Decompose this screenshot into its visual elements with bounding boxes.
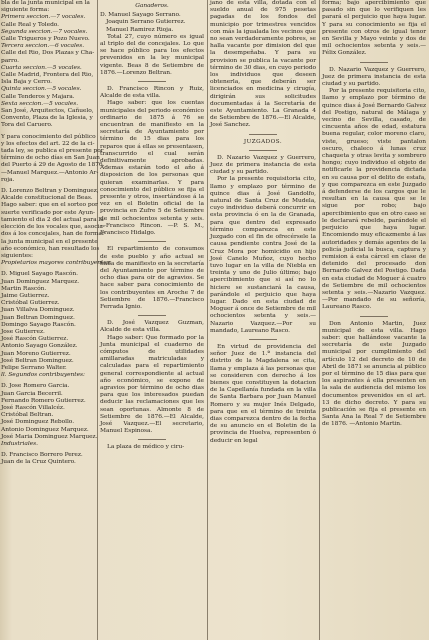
text-line: Felipe Serrano Walter. xyxy=(1,364,67,371)
text-line: D. Francisco Borrero Perez. xyxy=(1,452,83,459)
notice-paragraph: Hago saber: que los cuentas municipales del periodo económico ordinario de 1875 á 76 se encuentran de manifiesto en la secretaría de Ayuntamiento por término de 15 dias para los reparos que á ellas se presentasen, transcurrido el cual serán definitivamente aprobadas. Ademas estarán todo el año á disposicion de los personas que quieran examinarlas. Y para conocimiento del público se fija el presente y otros, insertándose á la vez en el Boletin oficial de la provincia en Zufre 5 de Setiembre de mil ochocientos setenta y seis.—Francisco Rincon. —P. S. M., Francisco Hidalgo. xyxy=(100,100,204,237)
text-line: Juan de la Cruz Quintero. xyxy=(1,459,76,466)
text-line: Primera seccion.—7 vocales. xyxy=(1,14,86,21)
text-line: elección de los vocales que, asocia- xyxy=(1,224,105,231)
notice-paragraph: Total 27, cuyo número es igual al triplo del de concejales. Lo que se hace público para los efectos prevenidos en la ley municipal vigente. Beas 8 de Setiembre de 1876.—Lorenzo Beltran. xyxy=(100,33,204,76)
notice-paragraph: La plaza de médico y ciru- xyxy=(107,444,185,451)
text-line: Tora del Caruero. xyxy=(1,122,53,129)
separator xyxy=(249,150,277,151)
text-line: Tercera seccion.—6 vocales. xyxy=(1,43,85,50)
separator xyxy=(138,315,166,316)
text-line: Cristóbal Beltran. xyxy=(1,412,54,419)
text-line: siguiente forma: xyxy=(1,7,50,14)
text-line: Antonio Dominguez Marquez. xyxy=(1,426,89,433)
notice-heading: D. Francisco Rincon y Ruiz, Alcalde de esta villa. xyxy=(100,86,204,100)
notice-paragraph: Hago saber: Que formado por la Junta municipal el cuaderno de cómputos de utilidades amillaradas matriculadas y calculadas para el repartimiento general correspondiente al actual año económico, se expone de agravios por término de ocho dias para que los interesados puedan deducir las reclamaciones que les sean oportunas. Almonte 8 de Setiembre de 1876.—El Alcalde, José Vazquez.—El secretario, Manuel Espinosa. xyxy=(100,334,204,435)
text-line: del Puerto á 29 de Agosto de 1876. xyxy=(1,162,105,169)
notice-paragraph: Por la presente requisitoria cito, llamo y emplazo por término de quince dias á José Bernardo Galvez del Postigo, natural de Málaga y vecino de Sevilla, casado, de cincuenta años de edad, estatura buena regular, color moreno claro, viste, grueso; viste pantalon oscuro, chaleco á lunas cruz chaqueta y otras levita y sombrero hongo; cuyo individuo el objeto de notificarle la providencia dictada en su causa por el delito de estafa, y que comparezca en este Juzgado á defenderse de los cargos que le resultan en la causa que se le sigue por robo; bajo apercibimiento que en otro caso se le declarará rebelde, parándole el perjuicio que haya lugar. Encomiendo muy eficazmente á las autoridades y demás agentes de la policía judicial la busca, captura y remision á esta cárcel en clase de detenido del procesado don Bernardo Galvez del Postigo. Dada en esta ciudad de Moguer á cuatro de Setiembre de mil ochocientos setenta y seis.—Nazario Vazquez.—Por mandado de su señoría, Laureano Rasco. xyxy=(322,88,426,311)
text-line: Jose Gutierrez. xyxy=(1,328,45,335)
notice-paragraph: jano de esta villa, dotada con el sueldo anual de 975 pesetas pagadas de los fondos del municipio por trimestres vencidos con más la igualada los vecinos que no sean verdaderamente pobres, se halla vacante por dimision del que la desempeñaba. Y para su provision se publica la vacante por término de 30 dias, en cuyo periodo los individuos que deseen obtenerla, que deberán ser licenciados en medicina y cirugía, dirigirán sus solicitudes documentadas á la Secretaría de este Ayuntamiento. La Granada 4 de Setiembre de 1876.—El Alcalde, José Sanchez. xyxy=(210,0,316,129)
text-line: Domingo Sayago Rascón. xyxy=(1,321,76,328)
text-line: Calle Real y Toledo. xyxy=(1,21,60,28)
text-line: D. Miguel Sayago Rascón. xyxy=(1,271,78,278)
names-list xyxy=(100,12,204,34)
name-line: Manuel Ramirez Rioja. xyxy=(106,26,174,33)
text-line: la junta municipal en el presente xyxy=(1,238,98,245)
text-line: Segunda seccion.—7 vocales. xyxy=(1,28,88,35)
text-line: ll. Segundos contribuyentes: xyxy=(1,372,85,379)
text-line: dos á los concejales, han de formar xyxy=(1,231,105,238)
text-line: Juan Dominguez Marquez. xyxy=(1,278,80,285)
text-line: Jaime Gutierrez. xyxy=(1,292,50,299)
text-line: Sexta seccion.—5 vocales. xyxy=(1,100,79,107)
notice-paragraph: Por la presente requisitoria cito, llamo y emplazo por término de quince dias á José Gandolfo, natural de Santa Cruz de Mudela, cuyo individuo deberá concurrir en esta provincia ó en la de Granada, para que dentro del expresado término comparezca en este Juzgado con el fin de ofrecérsele la causa pendiente contra José de la Cruz Mora por homicidio en hijo José Canelo Muñoz, cuyo hecho tuvo lugar en la villa de Niebla en treinta y uno de Julio último; bajo apercibimiento que si así no lo hiciere se sustanciará la causa, parándole el perjuicio que haya lugar. Dado en esta ciudad de Moguer á once de Setiembre de mil ochocientos setenta y seis.—Nazario Vazquez.—Por su mandado, Laureano Rasco. xyxy=(210,176,316,334)
notice-paragraph: forma; bajo apercibimiento que pasado sin que lo verifiquen les parará el perjuicio que haya lugar. Y para su conocimiento se fija el presente con otros de igual tenor en Sevilla y Mayo veinte y dos de mil ochocientos setenta y seis.—Félix González. xyxy=(322,0,426,57)
text-line: Y para conocimiento del público xyxy=(1,133,96,140)
column-3 xyxy=(210,0,316,640)
text-line: Calle Trigueros y Pozo Nuevo. xyxy=(1,36,90,43)
text-line: D. Lorenzo Beltran y Dominguez, xyxy=(1,188,99,195)
column-1 xyxy=(1,0,112,640)
notice-heading: D. José Vazquez Guzman, Alcalde de esta villa. xyxy=(100,320,204,334)
text-line: y los efectos del art. 22 de la ci- xyxy=(1,140,95,147)
text-line: Juan Garcia Becerril. xyxy=(1,390,63,397)
text-line: Juan Beltran Dominguez. xyxy=(1,314,75,321)
text-line: Calle Madrid, Frontera del Rio, xyxy=(1,72,94,79)
column-rule xyxy=(319,0,320,640)
text-line: José Maria Dominguez Marquez. xyxy=(1,433,98,440)
separator xyxy=(249,134,277,135)
notice-heading: D. Nazario Vazquez y Guerrero, Juez de primera instancia de esta ciudad y su partido. xyxy=(210,154,316,176)
text-line: bla de la junta municipal en la xyxy=(1,0,90,6)
notice-heading: D. Nazario Vazquez y Guerrero, Juez de primera instancia de esta ciudad y su partido. xyxy=(322,66,426,88)
text-line: —Manuel Marquez.—Antonio Ar- xyxy=(1,169,99,176)
separator xyxy=(138,439,166,440)
text-line: Calle del Rio, Dos Plazas y Cha- xyxy=(1,50,95,57)
column-rule xyxy=(207,0,208,640)
text-line: Cuarta seccion.—5 vocales. xyxy=(1,64,82,71)
text-line: José Rascón Gutierrez. xyxy=(1,336,69,343)
text-line: Juan Villalva Dominguez. xyxy=(1,307,75,314)
text-line: Cristóbal Gutierrez. xyxy=(1,300,60,307)
text-line: Industriales. xyxy=(1,440,38,447)
name-line: D. Manuel Sayago Serrano. xyxy=(100,12,181,19)
text-line: suerte verificado por este Ayun- xyxy=(1,209,95,216)
section-heading: JUZGADOS. xyxy=(243,138,283,145)
text-line: José Rascón Villalcéz. xyxy=(1,404,65,411)
text-line: Antonio Sayago González. xyxy=(1,343,78,350)
text-line: siguientes: xyxy=(1,252,33,259)
text-line: año económico, han resultado los xyxy=(1,245,100,252)
text-line: término de ocho días en San Juan xyxy=(1,155,100,162)
text-line: roja. xyxy=(1,176,15,183)
text-line: tada ley, se publica el presente por xyxy=(1,148,104,155)
text-line: Isla Baja y Cerro. xyxy=(1,79,52,86)
separator xyxy=(360,62,388,63)
text-line: Martin Rascón. xyxy=(1,285,47,292)
name-line: Joaquin Serrano Gutierrez. xyxy=(106,19,186,26)
text-line: Convento, Plaza de la Iglesia, y xyxy=(1,115,93,122)
column-4 xyxy=(322,0,426,640)
text-line: Fernando Romero Gutierrez. xyxy=(1,397,86,404)
section-heading: Ganaderos. xyxy=(135,3,169,9)
notice-paragraph: El repartimiento de consumos de este pueblo y año actual se halla de manifiesto en la secretaría del Ayuntamiento por término de ocho dias para oir de agravios. Se hace saber para conocimiento de los contribuyentes en Aroche 7 de Setiembre de 1876.—Francisco Ferrada Ignio. xyxy=(100,246,204,310)
text-line: Alcalde constitucional de Beas. xyxy=(1,195,93,202)
text-line: Hago saber: que en el sorteo por xyxy=(1,202,98,209)
text-line: José Dominguez Rebollo. xyxy=(1,419,75,426)
separator xyxy=(138,241,166,242)
notice-paragraph: En virtud de providencia del señor Juez de 1.ª instancia del distrito de la Magdalena se cita, llama y emplaza á las personas que se consideren con derecho á los bienes que constituyen la dotacion de la Capellanía fundada en la villa de Santa Barbara por Juan Manuel Romero y su mujer Inés Delgado, para que en el término de treinta dias comparezca dentro de la fecha de su anuncio en el Boletin de la provincia de Huelva, representen ó deducir en legal xyxy=(210,343,316,444)
text-line: Propietarios mayores contribuyentes: xyxy=(1,260,112,267)
separator xyxy=(360,316,388,317)
separator xyxy=(249,339,277,340)
text-line: Juan Moreno Gutierrez. xyxy=(1,350,71,357)
column-rule xyxy=(97,0,98,640)
text-line: San José, Arquitectos, Cañuelo, xyxy=(1,108,94,115)
text-line: Quinta seccion.—5 vocales. xyxy=(1,86,82,93)
notice-paragraph: Don Antonio Martin, Juez municipal de esta villa. Hago saber: que hallándose vacante la secretaría de este Juzgado municipal por cumplimiento del artículo 12 del decreto de 10 de Abril de 1871 se anuncia al público por el término de 15 dias para que los aspirantes á ella presenten en la sala de audiencia del mismo los documentos prevenidos en el art. 13 de dicho decreto. Y para su publicación se fija el presente en Santa Ana la Real 7 de Setiembre de 1876. —Antonio Martin. xyxy=(322,320,426,428)
text-line: Calle Tenderos y Majara. xyxy=(1,93,75,100)
text-line: D. Jose Romero Garcia. xyxy=(1,383,70,390)
text-line: tamiento el dia 2 del actual para la xyxy=(1,216,104,223)
column-2 xyxy=(100,0,204,640)
text-line: José Beltran Dominguez. xyxy=(1,357,74,364)
text-line: parro. xyxy=(1,57,19,64)
separator xyxy=(138,81,166,82)
